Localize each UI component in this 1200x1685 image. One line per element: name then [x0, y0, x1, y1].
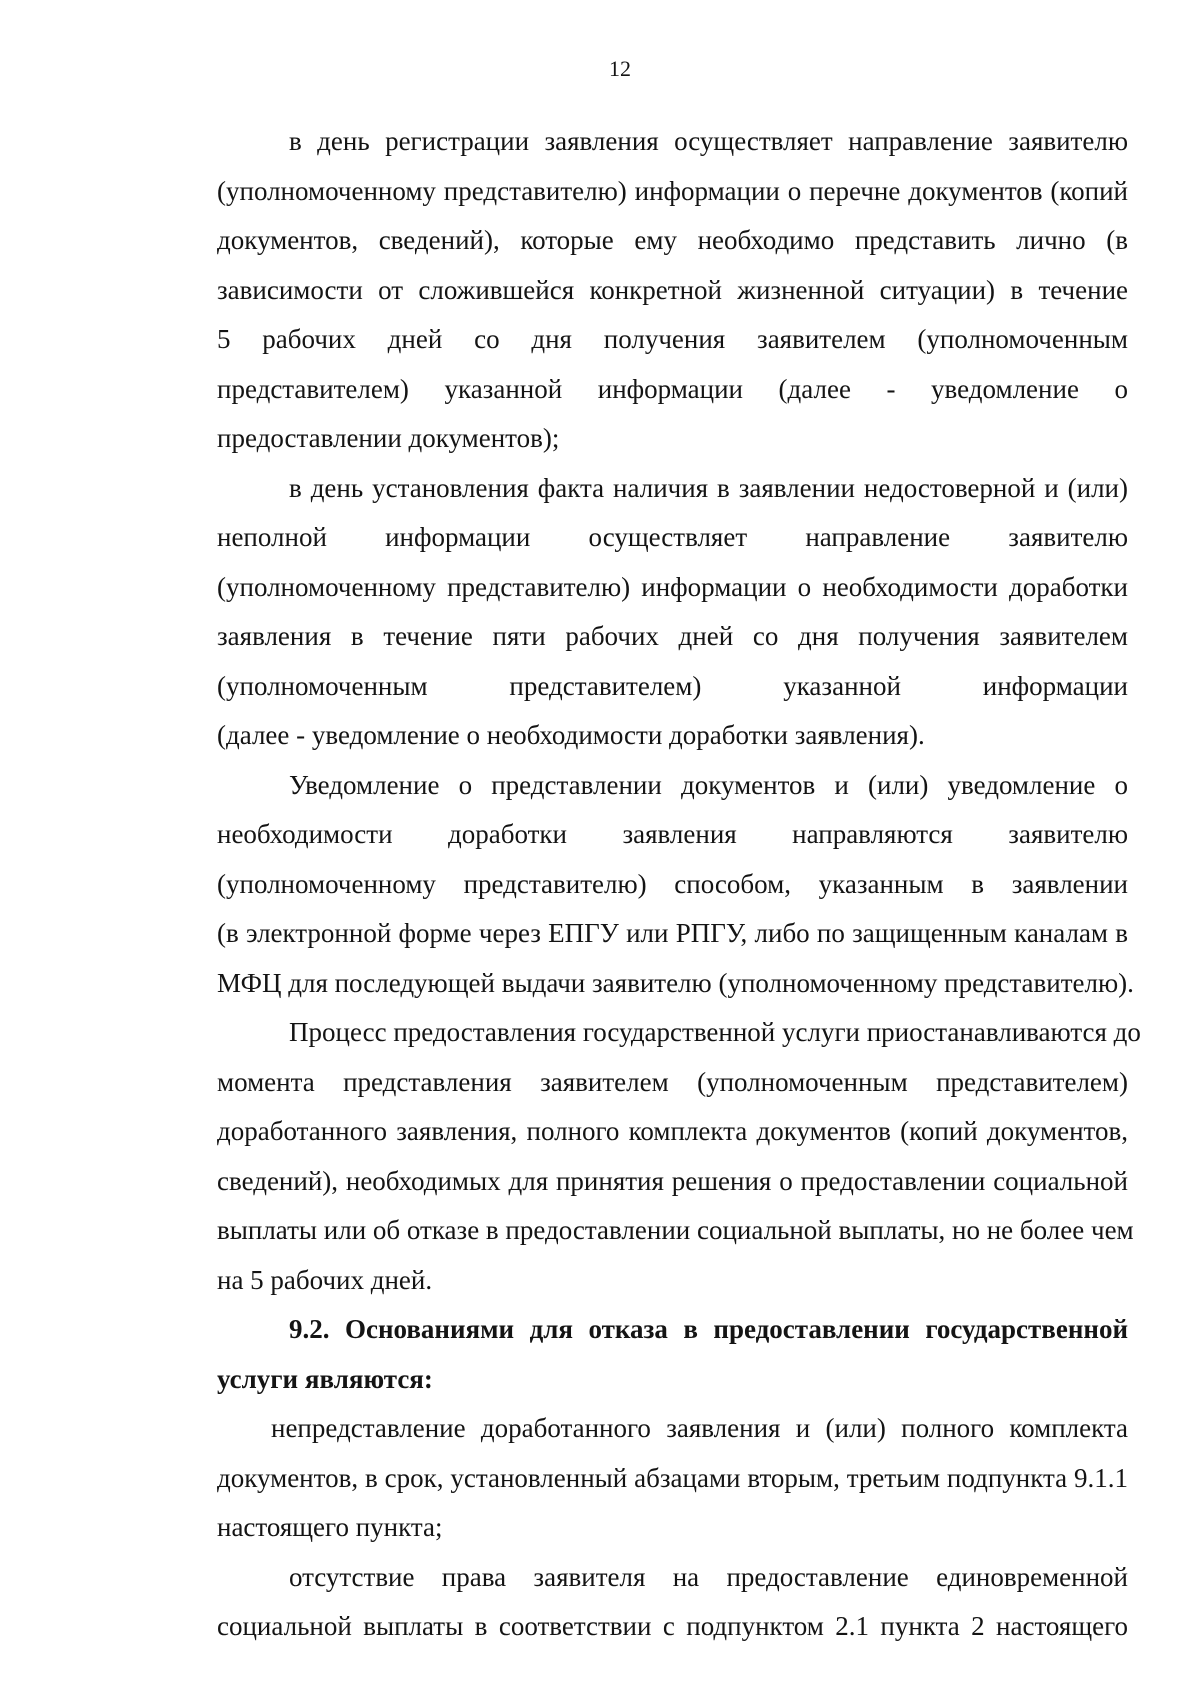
- text-line: доработанного заявления, полного комплекта документов (копий документов,: [217, 1116, 1128, 1146]
- text-line: момента представления заявителем (уполномоченным представителем): [217, 1066, 1128, 1097]
- text-line: зависимости от сложившейся конкретной жизненной ситуации) в течение: [217, 274, 1128, 305]
- paragraph: [145, 1008, 1141, 1305]
- text-line: (уполномоченному представителю) способом, указанным в заявлении: [217, 868, 1128, 899]
- text-line: 5 рабочих дней со дня получения заявителем (уполномоченным: [217, 324, 1128, 354]
- paragraph: [145, 1553, 1128, 1652]
- text-line: в день регистрации заявления осуществляет направление заявителю: [289, 126, 1128, 156]
- text-line: (уполномоченному представителю) информации о перечне документов (копий: [217, 175, 1128, 206]
- paragraph: [145, 761, 1134, 1009]
- text-line: на 5 рабочих дней.: [217, 1264, 433, 1295]
- text-line: документов, в срок, установленный абзацами вторым, третьим подпункта 9.1.1: [217, 1462, 1128, 1493]
- section-heading: [145, 1305, 1128, 1404]
- text-line: МФЦ для последующей выдачи заявителю (уполномоченному представителю).: [217, 967, 1134, 998]
- paragraph: [145, 464, 1128, 761]
- text-line: предоставлении документов);: [217, 423, 560, 453]
- page-number: 12: [609, 56, 631, 81]
- text-line: неполной информации осуществляет направление заявителю: [217, 522, 1128, 552]
- text-line: социальной выплаты в соответствии с подпунктом 2.1 пункта 2 настоящего: [217, 1611, 1128, 1641]
- text-line: (уполномоченным представителем) указанной информации: [217, 670, 1128, 701]
- text-line: в день установления факта наличия в заявлении недостоверной и (или): [289, 472, 1128, 503]
- text-line: документов, сведений), которые ему необходимо представить лично (в: [217, 225, 1128, 255]
- text-line: (уполномоченному представителю) информации о необходимости доработки: [217, 571, 1128, 602]
- text-line: сведений), необходимых для принятия решения о предоставлении социальной: [217, 1165, 1128, 1196]
- paragraph: [145, 1404, 1128, 1553]
- document-body: [145, 117, 1141, 1652]
- text-line: выплаты или об отказе в предоставлении социальной выплаты, но не более чем: [217, 1215, 1134, 1245]
- text-line: (в электронной форме через ЕПГУ или РПГУ, либо по защищенным каналам в: [217, 918, 1128, 948]
- text-line: необходимости доработки заявления направляются заявителю: [217, 819, 1128, 849]
- text-line: Уведомление о представлении документов и (или) уведомление о: [289, 769, 1128, 800]
- text-line: (далее - уведомление о необходимости доработки заявления).: [217, 720, 925, 750]
- text-line: услуги являются:: [217, 1363, 433, 1394]
- paragraph: [145, 117, 1128, 464]
- text-line: представителем) указанной информации (далее - уведомление о: [217, 373, 1128, 404]
- text-line: отсутствие права заявителя на предоставление единовременной: [289, 1561, 1128, 1592]
- text-line: заявления в течение пяти рабочих дней со дня получения заявителем: [217, 621, 1128, 651]
- text-line: настоящего пункта;: [217, 1512, 443, 1542]
- text-line: непредставление доработанного заявления и (или) полного комплекта: [271, 1413, 1128, 1443]
- text-line: Процесс предоставления государственной услуги приостанавливаются до: [289, 1017, 1141, 1047]
- text-line: 9.2. Основаниями для отказа в предоставлении государственной: [289, 1314, 1128, 1344]
